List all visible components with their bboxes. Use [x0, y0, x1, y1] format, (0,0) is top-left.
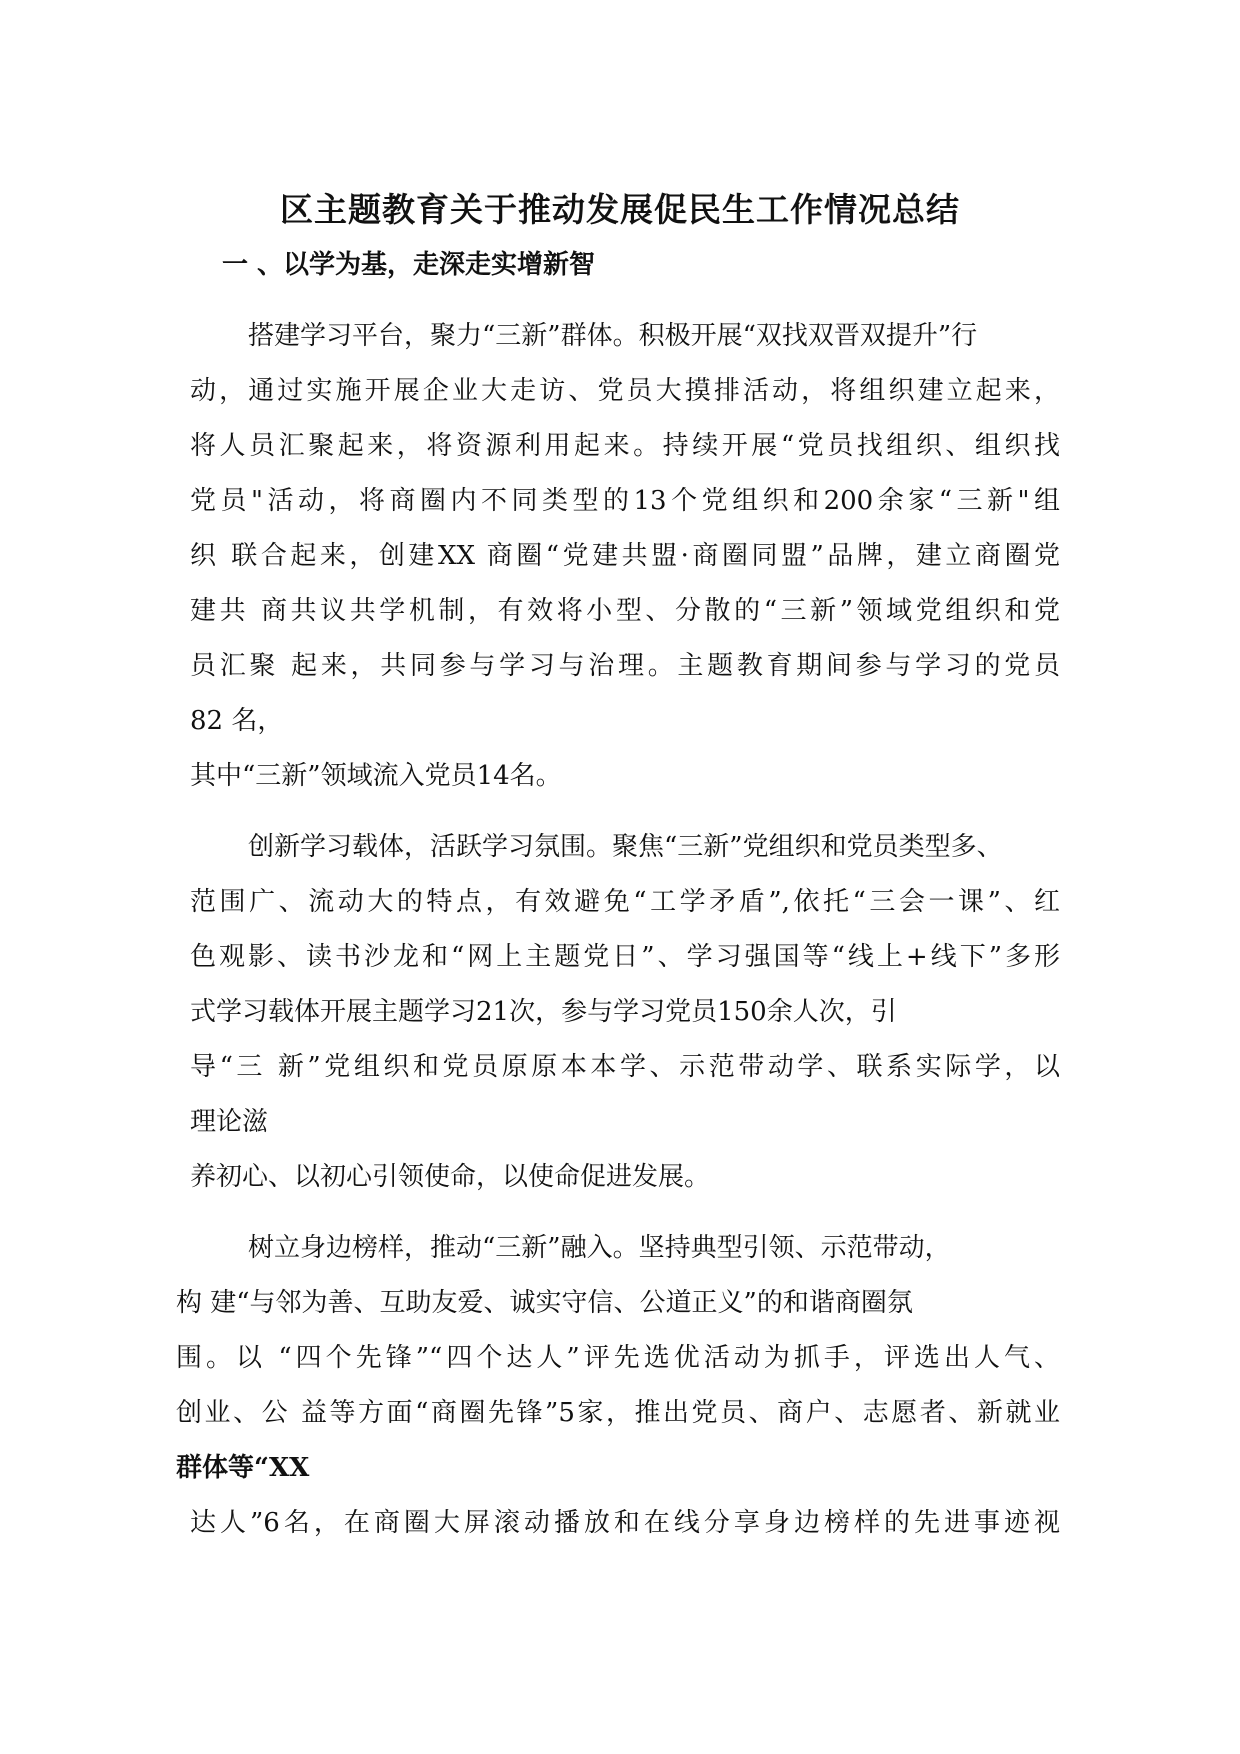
paragraph-2-line-4: 式学习载体开展主题学习21次，参与学习党员150余人次，引	[190, 997, 897, 1027]
paragraph-3-line-5: 群体等“XX	[176, 1453, 310, 1483]
paragraph-1-line-6: 建共 商共议共学机制，有效将小型、分散的“三新”领域党组织和党	[190, 596, 1060, 626]
paragraph-3-line-2: 构 建“与邻为善、互助友爱、诚实守信、公道正义”的和谐商圈氛	[176, 1288, 913, 1318]
paragraph-1-line-4: 党员"活动，将商圈内不同类型的13个党组织和200余家“三新"组	[190, 486, 1060, 516]
paragraph-1-line-1: 搭建学习平台，聚力“三新”群体。积极开展“双找双晋双提升”行	[248, 321, 978, 351]
paragraph-2-line-5: 导“三 新”党组织和党员原原本本学、示范带动学、联系实际学，以	[190, 1052, 1060, 1082]
document-title: 区主题教育关于推动发展促民生工作情况总结	[280, 190, 960, 229]
paragraph-2-line-3: 色观影、读书沙龙和“网上主题党日”、学习强国等“线上+线下”多形	[190, 942, 1060, 972]
paragraph-2-line-7: 养初心、以初心引领使命，以使命促进发展。	[190, 1162, 711, 1192]
paragraph-1-line-9: 其中“三新”领域流入党员14名。	[190, 761, 562, 791]
section-heading: 一 、以学为基，走深走实增新智	[222, 250, 596, 280]
paragraph-3-line-6: 达人”6名，在商圈大屏滚动播放和在线分享身边榜样的先进事迹视	[190, 1508, 1060, 1538]
paragraph-3-line-4: 创业、公 益等方面“商圈先锋”5家，推出党员、商户、志愿者、新就业	[176, 1398, 1060, 1428]
paragraph-1-line-8: 82 名，	[190, 706, 284, 736]
paragraph-1-line-3: 将人员汇聚起来，将资源利用起来。持续开展“党员找组织、组织找	[190, 431, 1060, 461]
paragraph-3-line-1: 树立身边榜样，推动“三新”融入。坚持典型引领、示范带动，	[248, 1233, 951, 1263]
paragraph-3-line-3: 围。以 “四个先锋”“四个达人”评先选优活动为抓手，评选出人气、	[176, 1343, 1060, 1373]
paragraph-1-line-2: 动，通过实施开展企业大走访、党员大摸排活动，将组织建立起来，	[190, 376, 1060, 406]
paragraph-2-line-2: 范围广、流动大的特点，有效避免“工学矛盾”,依托“三会一课”、红	[190, 887, 1060, 917]
paragraph-2-line-1: 创新学习载体，活跃学习氛围。聚焦“三新”党组织和党员类型多、	[248, 832, 1003, 862]
paragraph-2-line-6: 理论滋	[190, 1107, 269, 1137]
paragraph-1-line-7: 员汇聚 起来，共同参与学习与治理。主题教育期间参与学习的党员	[190, 651, 1060, 681]
paragraph-1-line-5: 织 联合起来，创建XX 商圈“党建共盟·商圈同盟”品牌，建立商圈党	[190, 541, 1060, 571]
